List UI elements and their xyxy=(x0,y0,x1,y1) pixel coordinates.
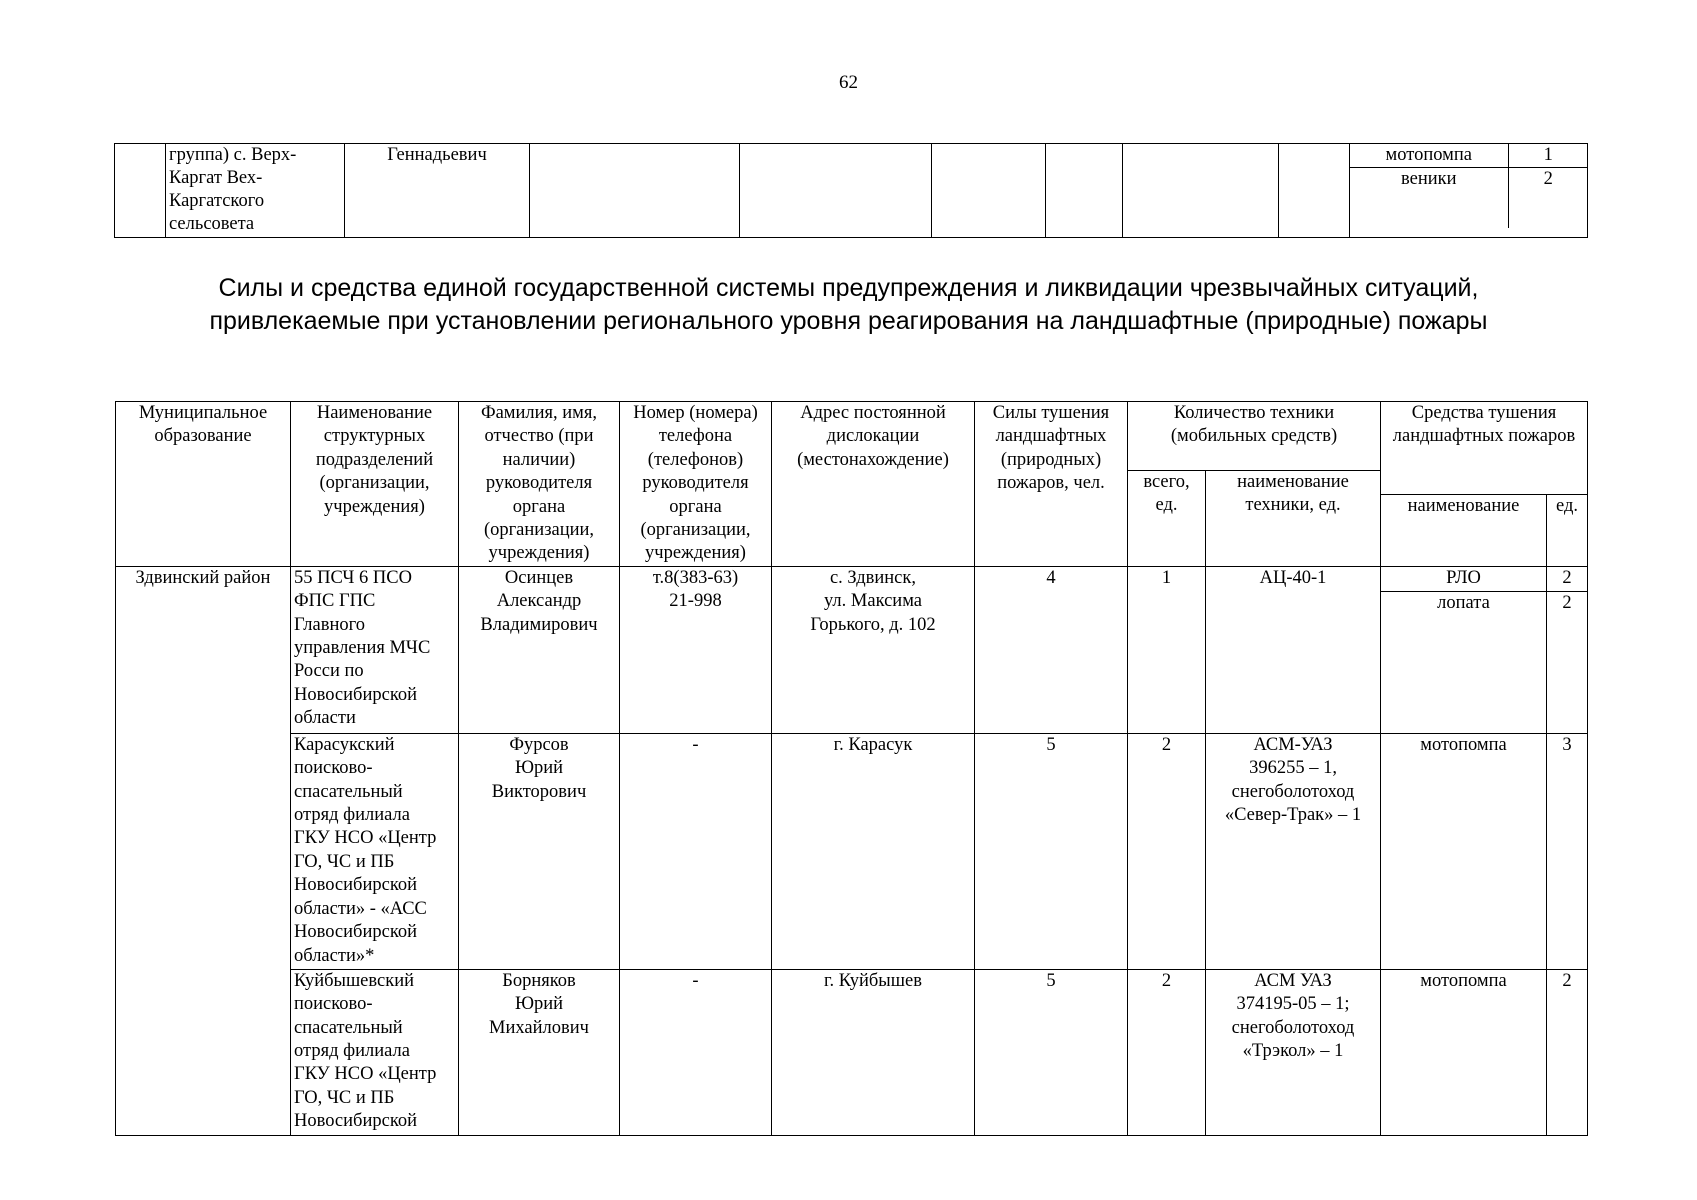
continuation-table xyxy=(114,143,1588,238)
text-line: области» - «АСС xyxy=(294,898,427,919)
text-line: Александр xyxy=(496,591,582,612)
header-means-unit: ед. xyxy=(1547,494,1588,566)
text-line: наименование xyxy=(1237,472,1349,492)
continuation-cell-5 xyxy=(740,144,932,238)
text-line: Фамилия, имя, xyxy=(480,403,598,423)
header-head-name xyxy=(459,402,620,567)
unit-cell xyxy=(291,733,459,969)
header-vehicles-total xyxy=(1128,471,1206,567)
text-line: 374195-05 – 1; xyxy=(1236,994,1350,1015)
text-line: 396255 – 1, xyxy=(1249,758,1337,779)
text-line: Номер (номера) xyxy=(633,403,758,423)
text-line: Муниципальное xyxy=(138,403,268,423)
forces-table xyxy=(115,401,1588,1136)
text-line: структурных xyxy=(323,426,426,447)
header-phone xyxy=(620,402,772,567)
municipality-cell: Здвинский район xyxy=(116,566,291,1135)
text-line: Куйбышевский xyxy=(294,970,415,991)
text-line: Силы тушения xyxy=(992,403,1110,423)
continuation-cell-6 xyxy=(932,144,1046,238)
means-name: веники xyxy=(1350,168,1508,228)
means-qty: 2 xyxy=(1508,168,1588,228)
text-line: (организации, xyxy=(640,520,751,541)
continuation-head-cell xyxy=(345,144,530,238)
text-line: г. Куйбышев xyxy=(824,970,922,991)
continuation-cell-9 xyxy=(1279,144,1350,238)
text-line: 21-998 xyxy=(669,591,722,612)
means-qty-cell: 3 xyxy=(1547,733,1588,969)
text-line: Каргатского xyxy=(169,191,265,211)
head-cell xyxy=(459,969,620,1135)
vehicles-total-cell: 2 xyxy=(1128,969,1206,1135)
text-line: с. Здвинск, xyxy=(829,567,917,588)
text-line: руководителя xyxy=(485,473,593,494)
forces-cell: 4 xyxy=(975,566,1128,733)
vehicles-name-cell xyxy=(1206,733,1381,969)
header-means xyxy=(1381,402,1588,495)
means-name-cell: РЛО xyxy=(1381,566,1547,591)
text-line: спасательный xyxy=(294,781,403,802)
means-qty-cell: 2 xyxy=(1547,566,1588,591)
text-line: Горького, д. 102 xyxy=(810,614,936,635)
text-line: Владимирович xyxy=(480,614,598,635)
header-municipality xyxy=(116,402,291,567)
text-line: АЦ-40-1 xyxy=(1259,567,1327,588)
means-name-cell: мотопомпа xyxy=(1381,733,1547,969)
text-line: «Трэкол» – 1 xyxy=(1242,1041,1344,1062)
text-line: Борняков xyxy=(502,970,576,991)
text-line: телефона xyxy=(658,426,733,447)
text-line: Фурсов xyxy=(509,734,569,755)
text-line: органа xyxy=(669,496,722,517)
phone-cell xyxy=(620,969,772,1135)
text-line: наличии) xyxy=(502,449,576,470)
text-line: отчество (при xyxy=(484,426,594,447)
continuation-unit-cell xyxy=(166,144,345,238)
unit-cell xyxy=(291,969,459,1135)
text-line: Новосибирской xyxy=(294,684,418,705)
continuation-cell-8 xyxy=(1123,144,1279,238)
text-line: (местонахождение) xyxy=(797,449,949,470)
vehicles-total-cell: 2 xyxy=(1128,733,1206,969)
text-line: (организации, xyxy=(319,473,430,494)
header-vehicles-name xyxy=(1206,471,1381,567)
text-line: образование xyxy=(154,426,252,447)
page-number: 62 xyxy=(839,72,858,93)
text-line: всего, xyxy=(1143,472,1190,492)
means-qty: 1 xyxy=(1508,144,1588,168)
text-line: ландшафтных пожаров xyxy=(1392,426,1576,447)
text-line: 55 ПСЧ 6 ПСО xyxy=(294,567,412,588)
text-line: пожаров, чел. xyxy=(997,473,1105,494)
text-line: ландшафтных xyxy=(995,426,1107,447)
text-line: (природных) xyxy=(1000,449,1102,470)
text-line: поисково- xyxy=(294,758,373,779)
text-line: - xyxy=(692,970,699,991)
text-line: области xyxy=(294,708,356,729)
head-cell xyxy=(459,566,620,733)
text-line: т.8(383-63) xyxy=(652,567,739,588)
header-forces xyxy=(975,402,1128,567)
text-line: отряд филиала xyxy=(294,805,410,826)
section-heading xyxy=(0,272,1697,338)
text-line: сельсовета xyxy=(169,214,255,234)
text-line: снегоболотоход xyxy=(1231,1017,1355,1038)
header-vehicles xyxy=(1128,402,1381,471)
text-line: поисково- xyxy=(294,994,373,1015)
continuation-cell-7 xyxy=(1046,144,1123,238)
address-cell xyxy=(772,566,975,733)
means-name-cell: мотопомпа xyxy=(1381,969,1547,1135)
text-line: ГО, ЧС и ПБ xyxy=(294,851,395,872)
address-cell xyxy=(772,733,975,969)
text-line: ед. xyxy=(1155,495,1178,516)
text-line: группа) с. Верх- xyxy=(169,145,297,165)
text-line: спасательный xyxy=(294,1017,403,1038)
continuation-means-list xyxy=(1350,144,1588,228)
text-line: Осинцев xyxy=(504,567,574,588)
text-line: дислокации xyxy=(826,426,920,447)
text-line: снегоболотоход xyxy=(1231,781,1355,802)
text-line: отряд филиала xyxy=(294,1041,410,1062)
text-line: учреждения) xyxy=(488,543,590,564)
heading-line-2: привлекаемые при установлении регионального уровня реагирования на ландшафтные (природные) пожары xyxy=(209,307,1488,335)
text-line: АСМ-УАЗ xyxy=(1253,734,1333,755)
text-line: органа xyxy=(512,496,566,517)
text-line: Новосибирской xyxy=(294,875,418,896)
text-line: Геннадьевич xyxy=(387,145,487,165)
continuation-cell-1 xyxy=(115,144,166,238)
text-line: Новосибирской xyxy=(294,922,418,943)
vehicles-total-cell: 1 xyxy=(1128,566,1206,733)
continuation-cell-4 xyxy=(530,144,740,238)
text-line: (организации, xyxy=(483,520,595,541)
text-line: ГО, ЧС и ПБ xyxy=(294,1087,395,1108)
text-line: Росси по xyxy=(294,661,364,682)
means-name-cell: лопата xyxy=(1381,591,1547,733)
text-line: управления МЧС xyxy=(294,638,431,659)
text-line: области»* xyxy=(294,945,375,966)
text-line: - xyxy=(692,734,699,755)
vehicles-name-cell xyxy=(1206,969,1381,1135)
forces-cell: 5 xyxy=(975,969,1128,1135)
text-line: АСМ УАЗ xyxy=(1254,970,1332,991)
text-line: «Север-Трак» – 1 xyxy=(1224,805,1362,826)
text-line: подразделений xyxy=(315,449,434,470)
address-cell xyxy=(772,969,975,1135)
text-line: г. Карасук xyxy=(833,734,913,755)
text-line: Михайлович xyxy=(489,1017,589,1038)
text-line: учреждения) xyxy=(645,543,746,564)
text-line: Юрий xyxy=(514,758,564,779)
text-line: Новосибирской xyxy=(294,1111,418,1132)
continuation-means-cell xyxy=(1350,144,1588,238)
header-address xyxy=(772,402,975,567)
vehicles-name-cell xyxy=(1206,566,1381,733)
text-line: Викторович xyxy=(491,781,587,802)
text-line: Количество техники xyxy=(1173,403,1335,423)
text-line: (мобильных средств) xyxy=(1170,426,1338,447)
forces-cell: 5 xyxy=(975,733,1128,969)
text-line: учреждения) xyxy=(324,496,425,517)
text-line: Каргат Вех- xyxy=(169,168,263,188)
header-unit xyxy=(291,402,459,567)
text-line: руководителя xyxy=(642,473,749,494)
phone-cell xyxy=(620,566,772,733)
text-line: (телефонов) xyxy=(647,449,744,470)
means-qty-cell: 2 xyxy=(1547,969,1588,1135)
text-line: ФПС ГПС xyxy=(294,591,376,612)
means-name: мотопомпа xyxy=(1385,145,1472,165)
text-line: ул. Максима xyxy=(823,591,922,612)
phone-cell xyxy=(620,733,772,969)
text-line: Главного xyxy=(294,614,366,635)
unit-cell xyxy=(291,566,459,733)
header-means-name: наименование xyxy=(1381,494,1547,566)
text-line: Средства тушения xyxy=(1411,403,1557,423)
text-line: Юрий xyxy=(514,994,564,1015)
text-line: Карасукский xyxy=(294,734,395,755)
text-line: ГКУ НСО «Центр xyxy=(294,828,437,849)
text-line: техники, ед. xyxy=(1245,495,1341,516)
means-qty-cell: 2 xyxy=(1547,591,1588,733)
head-cell xyxy=(459,733,620,969)
text-line: ГКУ НСО «Центр xyxy=(294,1064,437,1085)
heading-line-1: Силы и средства единой государственной системы предупреждения и ликвидации чрезвычайных ситуаций, xyxy=(218,274,1479,302)
text-line: Наименование xyxy=(316,403,433,423)
text-line: Адрес постоянной xyxy=(800,403,946,423)
